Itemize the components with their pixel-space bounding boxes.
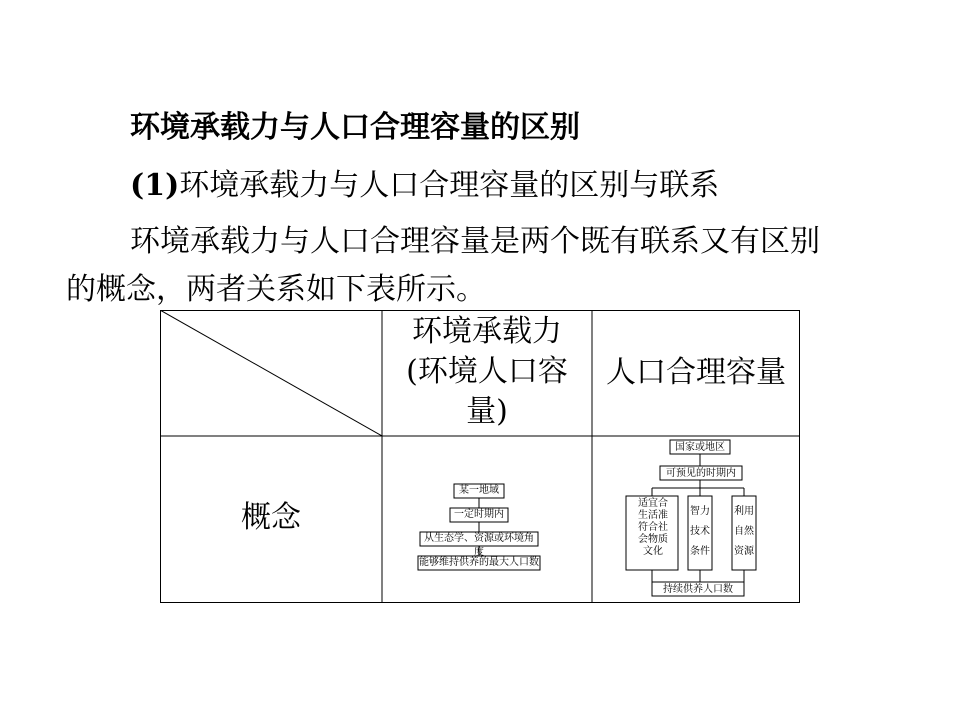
- header-col2-line1: 环境承载力: [412, 314, 562, 349]
- subheading: [130, 166, 719, 206]
- flow-pop-bottom: 持续供养人口数: [663, 584, 733, 595]
- paragraph-line-2: 的概念，两者关系如下表所示。: [66, 272, 486, 307]
- comparison-table: [160, 310, 800, 603]
- paragraph-line-1: 环境承载力与人口合理容量是两个既有联系又有区别: [130, 224, 820, 259]
- diagonal-divider: [160, 310, 382, 436]
- flow-pop-col3-b: 自然: [734, 526, 754, 537]
- flow-pop-col2-b: 技术: [690, 526, 710, 537]
- flow-env-label-3: 从生态学、资源或环境角度: [424, 533, 534, 558]
- flow-pop-col2-c: 条件: [690, 546, 710, 557]
- header-col2-line3: 量): [466, 394, 508, 429]
- flow-env-label-2: 一定时期内: [454, 509, 504, 520]
- flow-pop-col1: [627, 498, 679, 558]
- header-environment-capacity: [382, 312, 592, 432]
- flow-pop-col2-a: 智力: [690, 506, 710, 517]
- flow-env-label-1: 某一地域: [459, 485, 499, 496]
- flow-pop-col3: [732, 502, 756, 562]
- flow-pop-col1-d: 会物质: [638, 534, 668, 545]
- subheading-number: (1): [130, 168, 180, 203]
- subheading-text: 环境承载力与人口合理容量的区别与联系: [179, 168, 720, 203]
- flow-pop-col3-a: 利用: [734, 506, 754, 517]
- flow-pop-col3-c: 资源: [734, 546, 754, 557]
- flow-pop-second: 可预见的时期内: [666, 468, 736, 479]
- row-label-concept: 概念: [241, 500, 301, 535]
- flow-pop-col2: [688, 502, 712, 562]
- flow-pop-top: 国家或地区: [675, 442, 725, 453]
- flow-env-label-4: 能够维持供养的最大人口数: [419, 557, 539, 568]
- header-population-capacity: 人口合理容量: [606, 355, 786, 390]
- flow-pop-col1-b: 生活准: [638, 510, 668, 521]
- flow-pop-col1-e: 文化: [643, 546, 663, 557]
- heading: 环境承载力与人口合理容量的区别: [130, 110, 580, 145]
- flow-pop-col1-a: 适宜合: [638, 498, 668, 509]
- flow-pop-col1-c: 符合社: [638, 522, 668, 533]
- header-col2-line2: (环境人口容: [406, 354, 568, 389]
